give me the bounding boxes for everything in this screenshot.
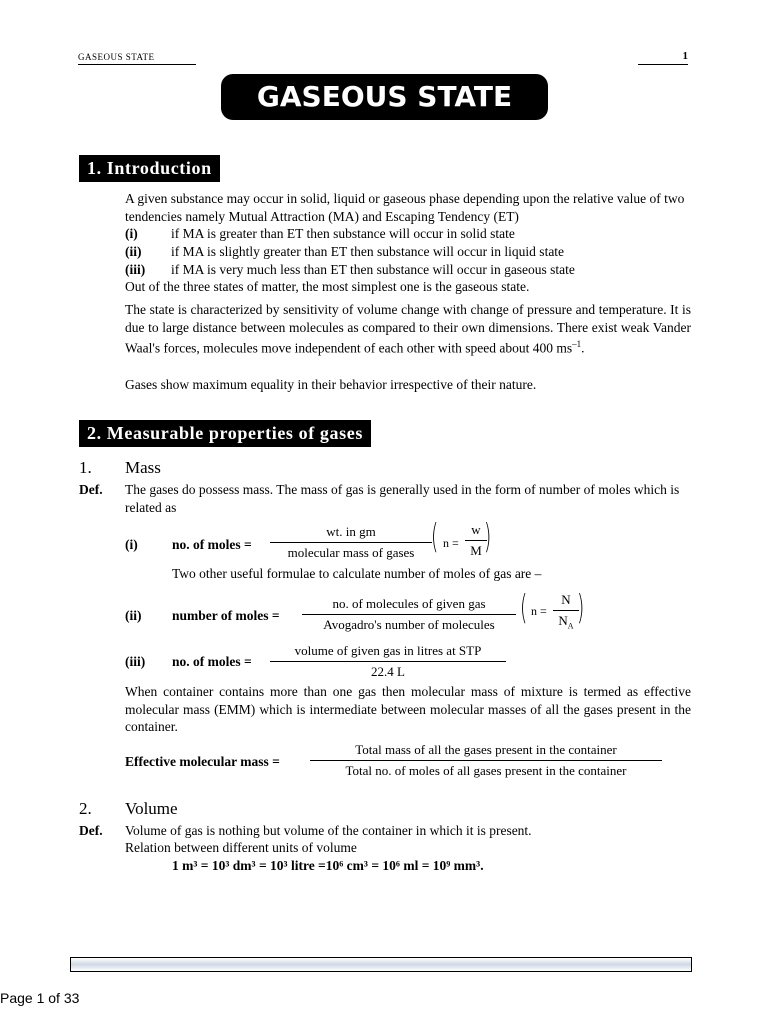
right-paren: ) bbox=[576, 588, 585, 628]
intro-paragraph bbox=[125, 301, 691, 357]
other-formulae-text: Two other useful formulae to calculate number of moles of gas are – bbox=[172, 566, 542, 581]
numerator: no. of molecules of given gas bbox=[302, 596, 516, 615]
state-text: The state is characterized by sensitivity of volume change with change of pressure and temperature. It is due to large distance between molecules as compared to their own dimensions. There exist weak Vander Waal's forces, molecules move independent of each other with speed about 400 ms bbox=[125, 302, 691, 356]
fraction bbox=[302, 596, 516, 633]
list-label: (iii) bbox=[125, 262, 146, 277]
list-text: if MA is very much less than ET then substance will occur in gaseous state bbox=[171, 262, 575, 277]
subsection-number: 2. bbox=[79, 799, 92, 818]
left-paren: ( bbox=[519, 588, 528, 628]
denominator: Total no. of moles of all gases present in the container bbox=[345, 763, 627, 778]
left-paren: ( bbox=[430, 517, 439, 557]
formula-label: (i) bbox=[125, 537, 138, 552]
footer-bar bbox=[70, 957, 692, 972]
section-heading-introduction: 1. Introduction bbox=[79, 155, 220, 182]
def-label: Def. bbox=[79, 823, 103, 838]
numerator: volume of given gas in litres at STP bbox=[270, 643, 506, 662]
superscript: –1 bbox=[572, 339, 582, 350]
denominator: 22.4 L bbox=[371, 664, 405, 679]
header-page-number: 1 bbox=[638, 50, 688, 65]
right-paren: ) bbox=[483, 517, 492, 557]
intro-list-item bbox=[125, 225, 515, 243]
subsection-title-volume: Volume bbox=[125, 799, 178, 818]
fraction bbox=[270, 524, 432, 561]
intro-paragraph: A given substance may occur in solid, liquid or gaseous phase depending upon the relative value of two tendencies namely Mutual Attraction (MA) and Escaping Tendency (ET) bbox=[125, 191, 685, 224]
mass-definition: The gases do possess mass. The mass of gas is generally used in the form of number of moles which is related as bbox=[125, 482, 680, 515]
avogadro-n: N bbox=[558, 613, 568, 628]
list-text: if MA is slightly greater than ET then substance will occur in liquid state bbox=[171, 244, 565, 259]
def-label: Def. bbox=[79, 482, 103, 497]
page-indicator: Page 1 of 33 bbox=[0, 990, 80, 1006]
formula-name: number of moles = bbox=[172, 608, 280, 623]
list-label: (ii) bbox=[125, 244, 142, 259]
fraction bbox=[270, 643, 506, 680]
intro-list-item bbox=[125, 261, 575, 279]
volume-relation-text: Relation between different units of volume bbox=[125, 840, 357, 855]
formula-name: no. of moles = bbox=[172, 654, 252, 669]
list-label: (i) bbox=[125, 226, 138, 241]
running-header: GASEOUS STATE bbox=[78, 52, 196, 65]
numerator: N bbox=[553, 592, 579, 611]
intro-paragraph: Out of the three states of matter, the most simplest one is the gaseous state. bbox=[125, 279, 530, 294]
denominator: Avogadro's number of molecules bbox=[323, 617, 495, 632]
volume-definition: Volume of gas is nothing but volume of the container in which it is present. bbox=[125, 823, 532, 838]
list-text: if MA is greater than ET then substance will occur in solid state bbox=[171, 226, 515, 241]
intro-list-item bbox=[125, 243, 564, 261]
subsection-number: 1. bbox=[79, 458, 92, 477]
denominator bbox=[553, 611, 579, 631]
section-heading-measurable-properties: 2. Measurable properties of gases bbox=[79, 420, 371, 447]
fraction bbox=[310, 742, 662, 779]
fraction bbox=[553, 592, 579, 631]
numerator: Total mass of all the gases present in the container bbox=[310, 742, 662, 761]
formula-lhs: n = bbox=[531, 604, 547, 618]
denominator: molecular mass of gases bbox=[287, 545, 415, 560]
numerator: wt. in gm bbox=[270, 524, 432, 543]
subscript: A bbox=[567, 621, 574, 631]
formula-lhs: n = bbox=[443, 536, 459, 550]
denominator: M bbox=[470, 543, 482, 558]
formula-name: no. of moles = bbox=[172, 537, 252, 552]
formula-name: Effective molecular mass = bbox=[125, 754, 280, 769]
numerator: w bbox=[465, 522, 487, 541]
volume-units-relation: 1 m³ = 10³ dm³ = 10³ litre =10⁶ cm³ = 10⁶ ml = 10⁹ mm³. bbox=[172, 858, 484, 873]
formula-label: (iii) bbox=[125, 654, 146, 669]
emm-paragraph: When container contains more than one gas then molecular mass of mixture is termed as effective molecular mass (EMM) which is intermediate between molecular masses of all the gases present in the container. bbox=[125, 684, 691, 735]
formula-label: (ii) bbox=[125, 608, 142, 623]
page-title: GASEOUS STATE bbox=[221, 74, 548, 120]
intro-paragraph: Gases show maximum equality in their behavior irrespective of their nature. bbox=[125, 377, 537, 392]
subsection-title-mass: Mass bbox=[125, 458, 161, 477]
period: . bbox=[581, 340, 585, 356]
